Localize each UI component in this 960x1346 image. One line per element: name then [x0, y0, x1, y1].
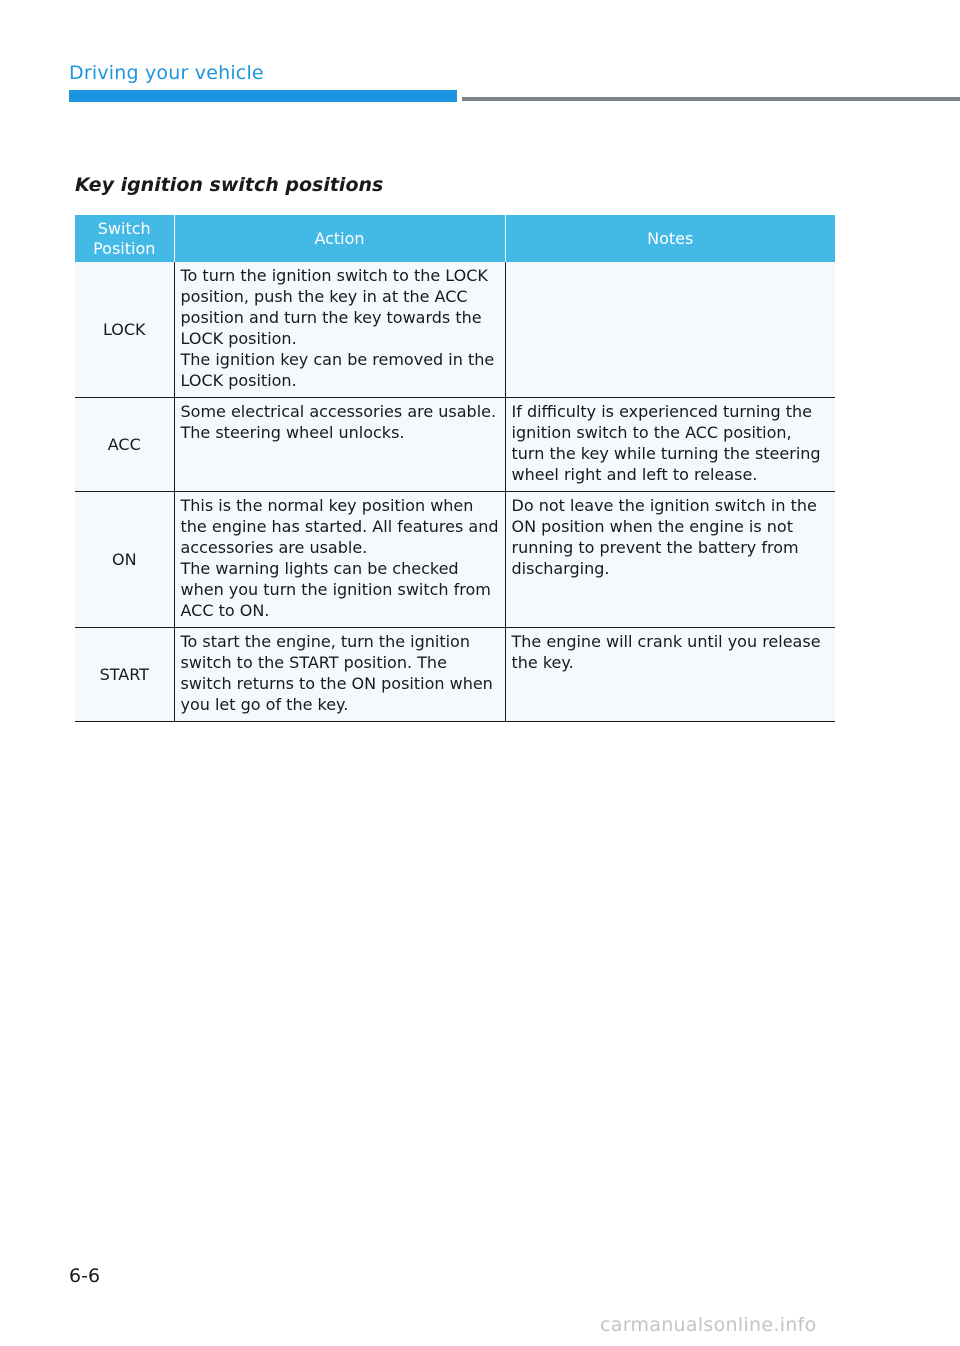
column-header-position: Switch Position — [75, 215, 174, 262]
column-header-action: Action — [174, 215, 505, 262]
table-row — [75, 492, 835, 628]
table-row — [75, 262, 835, 398]
position-cell: ACC — [75, 398, 174, 492]
position-cell: LOCK — [75, 262, 174, 398]
position-cell: START — [75, 628, 174, 722]
action-cell: To start the engine, turn the ignition switch to the START position. The switch returns to the ON position when you let go of the key. — [174, 628, 505, 722]
header-accent-bar — [69, 90, 457, 102]
action-cell: This is the normal key position when the engine has started. All features and accessories are usable. The warning lights can be checked when you turn the ignition switch from ACC to ON. — [174, 492, 505, 628]
notes-cell — [505, 262, 835, 398]
section-header: Driving your vehicle — [69, 62, 264, 84]
page-number: 6-6 — [69, 1265, 101, 1287]
ignition-positions-table — [75, 215, 835, 722]
action-cell: Some electrical accessories are usable. The steering wheel unlocks. — [174, 398, 505, 492]
column-header-notes: Notes — [505, 215, 835, 262]
position-cell: ON — [75, 492, 174, 628]
watermark: carmanualsonline.info — [600, 1314, 817, 1336]
table-row — [75, 398, 835, 492]
header-rule — [462, 97, 960, 101]
action-cell: To turn the ignition switch to the LOCK position, push the key in at the ACC position and turn the key towards the LOCK position. The ignition key can be removed in the LOCK position. — [174, 262, 505, 398]
table-header-row — [75, 215, 835, 262]
notes-cell: Do not leave the ignition switch in the ON position when the engine is not running to prevent the battery from discharging. — [505, 492, 835, 628]
notes-cell: The engine will crank until you release the key. — [505, 628, 835, 722]
page-title: Key ignition switch positions — [75, 174, 384, 196]
table-row — [75, 628, 835, 722]
notes-cell: If difficulty is experienced turning the ignition switch to the ACC position, turn the key while turning the steering wheel right and left to release. — [505, 398, 835, 492]
